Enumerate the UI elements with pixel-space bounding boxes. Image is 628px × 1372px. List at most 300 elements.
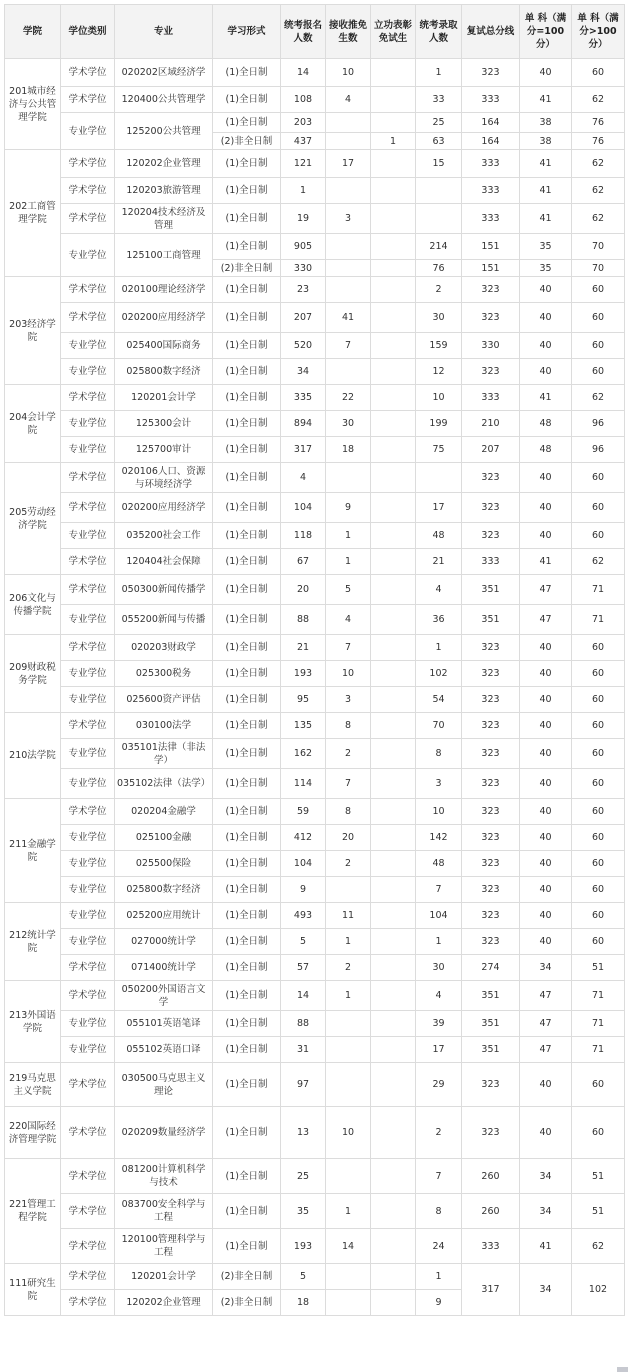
cell-single-100: 40 [520, 713, 572, 739]
cell-degree-type: 学术学位 [61, 87, 115, 113]
table-row [5, 687, 625, 713]
cell-major: 035101法律（非法学） [115, 739, 213, 769]
header-applicants: 统考报名人数 [281, 5, 326, 59]
cell-merit-exempt [371, 150, 416, 178]
cell-total-score-line: 323 [462, 1063, 520, 1107]
cell-single-100: 47 [520, 605, 572, 635]
cell-single-100: 40 [520, 903, 572, 929]
cell-major: 120202企业管理 [115, 150, 213, 178]
cell-single-100: 40 [520, 799, 572, 825]
table-row [5, 333, 625, 359]
cell-degree-type: 专业学位 [61, 113, 115, 150]
cell-single-100: 34 [520, 1159, 572, 1194]
cell-merit-exempt [371, 1063, 416, 1107]
cell-study-mode: (2)非全日制 [213, 1264, 281, 1290]
header-degree-type: 学位类别 [61, 5, 115, 59]
cell-applicants: 59 [281, 799, 326, 825]
cell-exam-admits: 29 [416, 1063, 462, 1107]
cell-single-100: 40 [520, 851, 572, 877]
cell-applicants: 114 [281, 769, 326, 799]
cell-exam-admits: 104 [416, 903, 462, 929]
cell-applicants: 23 [281, 277, 326, 303]
cell-exam-admits: 1 [416, 635, 462, 661]
cell-study-mode: (1)全日制 [213, 799, 281, 825]
cell-exempt-admits: 41 [326, 303, 371, 333]
cell-degree-type: 学术学位 [61, 204, 115, 234]
cell-single-over-100: 51 [572, 1159, 625, 1194]
cell-total-score-line: 330 [462, 333, 520, 359]
cell-total-score-line: 260 [462, 1194, 520, 1229]
cell-single-100: 41 [520, 204, 572, 234]
cell-degree-type: 专业学位 [61, 769, 115, 799]
cell-major: 125100工商管理 [115, 234, 213, 277]
cell-exam-admits: 2 [416, 1107, 462, 1159]
cell-study-mode: (1)全日制 [213, 204, 281, 234]
cell-degree-type: 学术学位 [61, 1159, 115, 1194]
cell-exempt-admits: 14 [326, 1229, 371, 1264]
cell-exam-admits: 4 [416, 575, 462, 605]
table-row [5, 605, 625, 635]
cell-exam-admits: 17 [416, 493, 462, 523]
cell-merit-exempt [371, 411, 416, 437]
cell-exam-admits: 63 [416, 133, 462, 150]
cell-single-100: 40 [520, 877, 572, 903]
cell-exempt-admits: 2 [326, 955, 371, 981]
table-row [5, 277, 625, 303]
cell-single-over-100: 60 [572, 739, 625, 769]
cell-merit-exempt [371, 929, 416, 955]
cell-study-mode: (1)全日制 [213, 411, 281, 437]
cell-study-mode: (2)非全日制 [213, 1290, 281, 1316]
cell-applicants: 88 [281, 605, 326, 635]
cell-major: 027000统计学 [115, 929, 213, 955]
cell-single-100: 41 [520, 385, 572, 411]
cell-applicants: 207 [281, 303, 326, 333]
cell-single-100: 40 [520, 277, 572, 303]
cell-applicants: 203 [281, 113, 326, 133]
cell-exam-admits: 21 [416, 549, 462, 575]
cell-merit-exempt [371, 825, 416, 851]
cell-exam-admits: 10 [416, 385, 462, 411]
cell-degree-type: 学术学位 [61, 59, 115, 87]
cell-major: 030500马克思主义理论 [115, 1063, 213, 1107]
cell-exam-admits: 30 [416, 303, 462, 333]
cell-exempt-admits: 8 [326, 799, 371, 825]
cell-single-over-100: 60 [572, 825, 625, 851]
cell-applicants: 104 [281, 851, 326, 877]
cell-exempt-admits: 3 [326, 204, 371, 234]
cell-single-100: 47 [520, 575, 572, 605]
table-row [5, 150, 625, 178]
cell-exempt-admits: 1 [326, 929, 371, 955]
cell-study-mode: (1)全日制 [213, 385, 281, 411]
scrollbar-thumb[interactable] [617, 1367, 628, 1372]
cell-major: 125200公共管理 [115, 113, 213, 150]
cell-applicants: 19 [281, 204, 326, 234]
cell-degree-type: 专业学位 [61, 825, 115, 851]
cell-single-100: 41 [520, 1229, 572, 1264]
header-merit-exempt: 立功表彰免试生 [371, 5, 416, 59]
cell-single-100: 34 [520, 1264, 572, 1316]
cell-study-mode: (1)全日制 [213, 87, 281, 113]
cell-degree-type: 学术学位 [61, 463, 115, 493]
cell-major: 055102英语口译 [115, 1037, 213, 1063]
cell-merit-exempt [371, 463, 416, 493]
cell-exempt-admits [326, 877, 371, 903]
table-row [5, 713, 625, 739]
cell-merit-exempt [371, 1107, 416, 1159]
cell-total-score-line: 323 [462, 1107, 520, 1159]
cell-merit-exempt [371, 385, 416, 411]
cell-exempt-admits: 17 [326, 150, 371, 178]
cell-single-over-100: 96 [572, 437, 625, 463]
cell-degree-type: 专业学位 [61, 929, 115, 955]
cell-degree-type: 学术学位 [61, 385, 115, 411]
cell-exam-admits: 54 [416, 687, 462, 713]
cell-exempt-admits [326, 133, 371, 150]
table-row [5, 1194, 625, 1229]
cell-applicants: 162 [281, 739, 326, 769]
cell-major: 020209数量经济学 [115, 1107, 213, 1159]
cell-major: 081200计算机科学与技术 [115, 1159, 213, 1194]
cell-college: 212统计学院 [5, 903, 61, 981]
cell-degree-type: 学术学位 [61, 1229, 115, 1264]
cell-applicants: 18 [281, 1290, 326, 1316]
cell-total-score-line: 151 [462, 260, 520, 277]
table-row [5, 769, 625, 799]
table-row [5, 493, 625, 523]
cell-single-over-100: 60 [572, 303, 625, 333]
cell-single-over-100: 70 [572, 260, 625, 277]
cell-applicants: 520 [281, 333, 326, 359]
cell-major: 125700审计 [115, 437, 213, 463]
cell-degree-type: 专业学位 [61, 605, 115, 635]
cell-major: 083700安全科学与工程 [115, 1194, 213, 1229]
cell-single-over-100: 62 [572, 549, 625, 575]
table-row [5, 825, 625, 851]
cell-major: 020106人口、资源与环境经济学 [115, 463, 213, 493]
cell-single-100: 38 [520, 113, 572, 133]
cell-total-score-line: 323 [462, 851, 520, 877]
cell-total-score-line: 323 [462, 825, 520, 851]
header-exam-admits: 统考录取人数 [416, 5, 462, 59]
cell-major: 120100管理科学与工程 [115, 1229, 213, 1264]
cell-total-score-line: 323 [462, 635, 520, 661]
cell-exam-admits: 25 [416, 113, 462, 133]
cell-single-100: 40 [520, 493, 572, 523]
cell-single-100: 40 [520, 635, 572, 661]
cell-major: 071400统计学 [115, 955, 213, 981]
cell-single-over-100: 62 [572, 150, 625, 178]
cell-total-score-line: 323 [462, 769, 520, 799]
cell-exam-admits: 7 [416, 1159, 462, 1194]
cell-merit-exempt [371, 333, 416, 359]
cell-exempt-admits [326, 1011, 371, 1037]
cell-study-mode: (1)全日制 [213, 437, 281, 463]
cell-major: 020200应用经济学 [115, 303, 213, 333]
cell-study-mode: (1)全日制 [213, 981, 281, 1011]
cell-degree-type: 学术学位 [61, 575, 115, 605]
cell-exempt-admits [326, 463, 371, 493]
cell-study-mode: (2)非全日制 [213, 260, 281, 277]
cell-single-over-100: 96 [572, 411, 625, 437]
horizontal-scrollbar[interactable] [0, 1367, 628, 1372]
cell-study-mode: (1)全日制 [213, 549, 281, 575]
cell-degree-type: 专业学位 [61, 333, 115, 359]
cell-applicants: 57 [281, 955, 326, 981]
cell-study-mode: (1)全日制 [213, 635, 281, 661]
cell-exam-admits: 9 [416, 1290, 462, 1316]
header-exempt-admits: 接收推免生数 [326, 5, 371, 59]
cell-single-over-100: 76 [572, 113, 625, 133]
cell-merit-exempt [371, 260, 416, 277]
cell-single-100: 34 [520, 1194, 572, 1229]
cell-degree-type: 学术学位 [61, 493, 115, 523]
cell-single-over-100: 60 [572, 59, 625, 87]
cell-study-mode: (1)全日制 [213, 303, 281, 333]
cell-study-mode: (1)全日制 [213, 1229, 281, 1264]
table-row [5, 234, 625, 260]
cell-major: 025600资产评估 [115, 687, 213, 713]
cell-degree-type: 学术学位 [61, 1264, 115, 1290]
cell-degree-type: 专业学位 [61, 1037, 115, 1063]
cell-single-over-100: 62 [572, 204, 625, 234]
cell-exam-admits: 70 [416, 713, 462, 739]
cell-merit-exempt [371, 769, 416, 799]
cell-exam-admits [416, 204, 462, 234]
cell-study-mode: (1)全日制 [213, 929, 281, 955]
cell-merit-exempt [371, 87, 416, 113]
cell-degree-type: 专业学位 [61, 739, 115, 769]
cell-merit-exempt [371, 493, 416, 523]
cell-exam-admits: 7 [416, 877, 462, 903]
cell-study-mode: (1)全日制 [213, 575, 281, 605]
cell-study-mode: (1)全日制 [213, 903, 281, 929]
table-row [5, 799, 625, 825]
cell-single-100: 47 [520, 981, 572, 1011]
cell-major: 025200应用统计 [115, 903, 213, 929]
cell-college: 204会计学院 [5, 385, 61, 463]
cell-degree-type: 学术学位 [61, 1107, 115, 1159]
table-header-row [5, 5, 625, 59]
table-row [5, 204, 625, 234]
cell-exempt-admits: 7 [326, 333, 371, 359]
table-row [5, 635, 625, 661]
cell-single-100: 40 [520, 661, 572, 687]
cell-applicants: 14 [281, 59, 326, 87]
cell-exam-admits: 10 [416, 799, 462, 825]
cell-study-mode: (1)全日制 [213, 1107, 281, 1159]
cell-exempt-admits [326, 1159, 371, 1194]
cell-exam-admits: 214 [416, 234, 462, 260]
cell-major: 120400公共管理学 [115, 87, 213, 113]
cell-single-over-100: 71 [572, 1037, 625, 1063]
cell-study-mode: (1)全日制 [213, 1063, 281, 1107]
cell-degree-type: 学术学位 [61, 713, 115, 739]
cell-study-mode: (1)全日制 [213, 333, 281, 359]
cell-merit-exempt [371, 851, 416, 877]
table-row [5, 739, 625, 769]
cell-applicants: 1 [281, 178, 326, 204]
cell-total-score-line: 323 [462, 929, 520, 955]
table-row [5, 113, 625, 133]
cell-exam-admits: 1 [416, 59, 462, 87]
cell-total-score-line: 323 [462, 463, 520, 493]
header-single-100: 单 科（满分=100分） [520, 5, 572, 59]
cell-exempt-admits: 5 [326, 575, 371, 605]
cell-single-100: 40 [520, 687, 572, 713]
cell-single-100: 47 [520, 1037, 572, 1063]
cell-exam-admits: 24 [416, 1229, 462, 1264]
cell-college: 213外国语学院 [5, 981, 61, 1063]
cell-single-over-100: 60 [572, 333, 625, 359]
cell-single-over-100: 71 [572, 981, 625, 1011]
cell-college: 221管理工程学院 [5, 1159, 61, 1264]
cell-applicants: 88 [281, 1011, 326, 1037]
cell-exempt-admits: 4 [326, 605, 371, 635]
cell-degree-type: 专业学位 [61, 687, 115, 713]
table-row [5, 523, 625, 549]
cell-single-over-100: 71 [572, 575, 625, 605]
cell-degree-type: 学术学位 [61, 549, 115, 575]
cell-merit-exempt [371, 575, 416, 605]
cell-study-mode: (1)全日制 [213, 687, 281, 713]
cell-applicants: 67 [281, 549, 326, 575]
cell-exempt-admits: 7 [326, 769, 371, 799]
cell-single-100: 34 [520, 955, 572, 981]
cell-exempt-admits: 4 [326, 87, 371, 113]
cell-study-mode: (1)全日制 [213, 1037, 281, 1063]
table-row [5, 1037, 625, 1063]
cell-major: 020100理论经济学 [115, 277, 213, 303]
cell-college: 206文化与传播学院 [5, 575, 61, 635]
cell-degree-type: 学术学位 [61, 981, 115, 1011]
cell-college: 202工商管理学院 [5, 150, 61, 277]
cell-single-100: 40 [520, 1063, 572, 1107]
cell-single-over-100: 60 [572, 493, 625, 523]
table-row [5, 955, 625, 981]
cell-merit-exempt [371, 113, 416, 133]
cell-degree-type: 专业学位 [61, 437, 115, 463]
table-row [5, 437, 625, 463]
cell-major: 020202区域经济学 [115, 59, 213, 87]
table-row [5, 851, 625, 877]
cell-total-score-line: 210 [462, 411, 520, 437]
table-row [5, 463, 625, 493]
cell-exempt-admits: 10 [326, 1107, 371, 1159]
cell-total-score-line: 323 [462, 303, 520, 333]
cell-merit-exempt [371, 635, 416, 661]
cell-degree-type: 专业学位 [61, 359, 115, 385]
cell-single-over-100: 60 [572, 1063, 625, 1107]
cell-exempt-admits: 3 [326, 687, 371, 713]
cell-exam-admits: 142 [416, 825, 462, 851]
table-row [5, 903, 625, 929]
cell-single-100: 40 [520, 59, 572, 87]
cell-major: 020203财政学 [115, 635, 213, 661]
cell-merit-exempt [371, 903, 416, 929]
cell-single-over-100: 60 [572, 929, 625, 955]
cell-single-over-100: 60 [572, 687, 625, 713]
table-row [5, 877, 625, 903]
cell-merit-exempt [371, 523, 416, 549]
table-row [5, 575, 625, 605]
cell-exempt-admits: 8 [326, 713, 371, 739]
cell-degree-type: 学术学位 [61, 303, 115, 333]
cell-single-100: 40 [520, 333, 572, 359]
cell-single-over-100: 71 [572, 1011, 625, 1037]
cell-exam-admits: 75 [416, 437, 462, 463]
table-row [5, 178, 625, 204]
cell-total-score-line: 333 [462, 87, 520, 113]
cell-degree-type: 专业学位 [61, 234, 115, 277]
cell-single-100: 40 [520, 825, 572, 851]
cell-applicants: 412 [281, 825, 326, 851]
cell-exam-admits: 48 [416, 523, 462, 549]
cell-study-mode: (1)全日制 [213, 605, 281, 635]
cell-merit-exempt [371, 1037, 416, 1063]
cell-major: 025300税务 [115, 661, 213, 687]
cell-exam-admits: 33 [416, 87, 462, 113]
cell-study-mode: (2)非全日制 [213, 133, 281, 150]
table-row [5, 981, 625, 1011]
cell-single-100: 40 [520, 739, 572, 769]
cell-exempt-admits [326, 359, 371, 385]
cell-exam-admits: 12 [416, 359, 462, 385]
cell-exempt-admits: 2 [326, 851, 371, 877]
cell-exam-admits: 36 [416, 605, 462, 635]
cell-exempt-admits [326, 178, 371, 204]
table-row [5, 303, 625, 333]
cell-major: 025400国际商务 [115, 333, 213, 359]
cell-degree-type: 学术学位 [61, 178, 115, 204]
cell-applicants: 193 [281, 661, 326, 687]
cell-total-score-line: 323 [462, 59, 520, 87]
cell-exempt-admits: 10 [326, 59, 371, 87]
cell-total-score-line: 323 [462, 739, 520, 769]
cell-applicants: 14 [281, 981, 326, 1011]
header-total-score-line: 复试总分线 [462, 5, 520, 59]
cell-single-over-100: 60 [572, 799, 625, 825]
cell-degree-type: 学术学位 [61, 150, 115, 178]
cell-merit-exempt [371, 549, 416, 575]
cell-study-mode: (1)全日制 [213, 493, 281, 523]
table-row [5, 59, 625, 87]
table-row [5, 411, 625, 437]
cell-college: 203经济学院 [5, 277, 61, 385]
cell-merit-exempt [371, 1011, 416, 1037]
cell-study-mode: (1)全日制 [213, 178, 281, 204]
cell-college: 210法学院 [5, 713, 61, 799]
cell-exam-admits: 15 [416, 150, 462, 178]
cell-merit-exempt [371, 739, 416, 769]
cell-exam-admits: 1 [416, 1264, 462, 1290]
cell-merit-exempt [371, 437, 416, 463]
cell-total-score-line: 333 [462, 549, 520, 575]
cell-exam-admits: 8 [416, 1194, 462, 1229]
cell-merit-exempt [371, 1194, 416, 1229]
header-single-over-100: 单 科（满分>100分） [572, 5, 625, 59]
cell-applicants: 894 [281, 411, 326, 437]
cell-study-mode: (1)全日制 [213, 877, 281, 903]
cell-applicants: 5 [281, 1264, 326, 1290]
cell-applicants: 20 [281, 575, 326, 605]
cell-merit-exempt [371, 955, 416, 981]
cell-merit-exempt [371, 605, 416, 635]
cell-total-score-line: 323 [462, 687, 520, 713]
cell-applicants: 95 [281, 687, 326, 713]
cell-single-over-100: 60 [572, 277, 625, 303]
